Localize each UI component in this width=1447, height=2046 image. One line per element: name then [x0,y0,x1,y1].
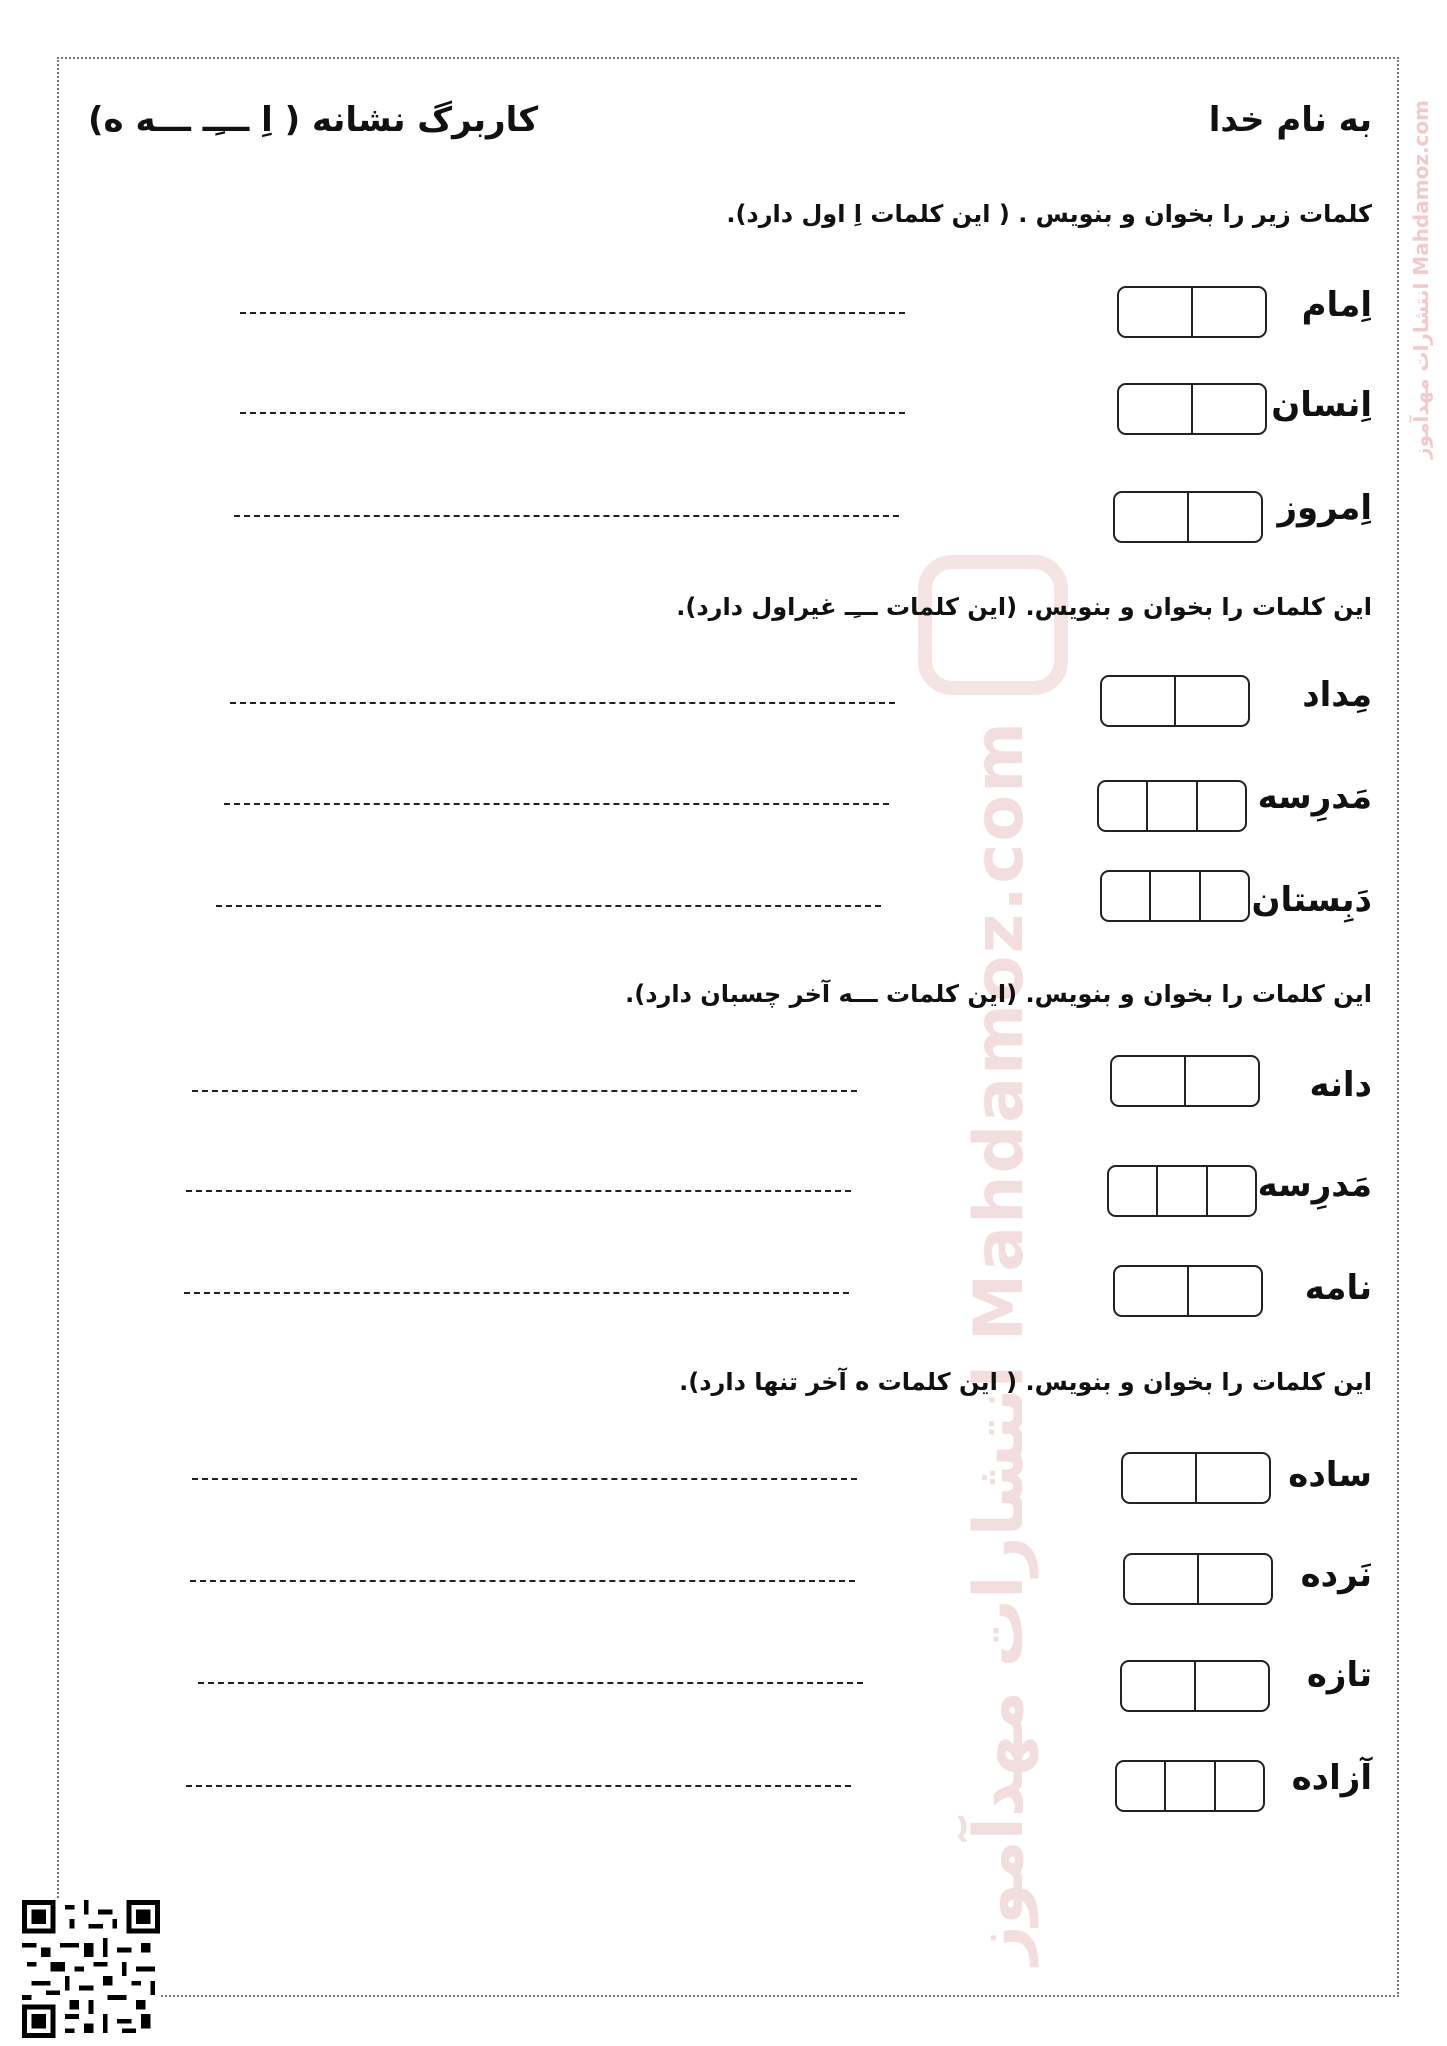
writing-line[interactable] [224,803,889,805]
word-label: مَدرِسه [1257,1165,1372,1205]
section-4-instruction: این کلمات را بخوان و بنویس. ( این کلمات ه آخر تنها دارد). [679,1368,1372,1396]
worksheet-title: کاربرگ نشانه ( اِ ـــِـ ـــه ه) [88,100,539,140]
writing-line[interactable] [192,1478,857,1480]
section-3-instruction: این کلمات را بخوان و بنویس. (این کلمات ـــه آخر چسبان دارد). [625,980,1372,1008]
writing-line[interactable] [190,1580,855,1582]
section-2-instruction: این کلمات را بخوان و بنویس. (این کلمات ـــِـ غیراول دارد). [676,593,1372,621]
syllable-box [1113,1265,1263,1317]
word-label: آزاده [1291,1758,1372,1798]
section-1-instruction: کلمات زیر را بخوان و بنویس . ( این کلمات اِ اول دارد). [726,200,1372,228]
qr-code [22,1900,160,2038]
word-label: نَرده [1300,1555,1372,1595]
word-label: مَدرِسه [1257,777,1372,817]
writing-line[interactable] [234,515,899,517]
syllable-box [1121,1452,1271,1504]
writing-line[interactable] [184,1292,849,1294]
word-label: اِنسان [1271,385,1372,425]
word-label: دانه [1309,1065,1372,1105]
syllable-box [1110,1055,1260,1107]
writing-line[interactable] [240,312,905,314]
page-heading-bismillah: به نام خدا [1208,100,1372,140]
writing-line[interactable] [186,1190,851,1192]
writing-line[interactable] [186,1785,851,1787]
syllable-box [1107,1165,1257,1217]
syllable-box [1115,1760,1265,1812]
side-watermark: انتشارات مهدآموز Mahdamoz.com [1409,100,1433,459]
syllable-box [1123,1553,1273,1605]
word-label: مِداد [1302,675,1372,715]
watermark-logo [918,555,1068,695]
word-label: اِمام [1301,285,1372,325]
center-watermark: انتشارات مهدآموز Mahdamoz.com [960,720,1039,1965]
syllable-box [1100,675,1250,727]
word-label: تازه [1306,1655,1372,1695]
syllable-box [1117,286,1267,338]
syllable-box [1097,780,1247,832]
word-label: اِمروز [1277,488,1372,528]
syllable-box [1120,1660,1270,1712]
writing-line[interactable] [240,412,905,414]
syllable-box [1117,383,1267,435]
writing-line[interactable] [198,1682,863,1684]
syllable-box [1113,491,1263,543]
word-label: ساده [1288,1455,1372,1495]
word-label: نامه [1304,1268,1372,1308]
word-label: دَبِستان [1251,880,1372,920]
writing-line[interactable] [216,905,881,907]
syllable-box [1100,870,1250,922]
writing-line[interactable] [230,702,895,704]
writing-line[interactable] [192,1090,857,1092]
